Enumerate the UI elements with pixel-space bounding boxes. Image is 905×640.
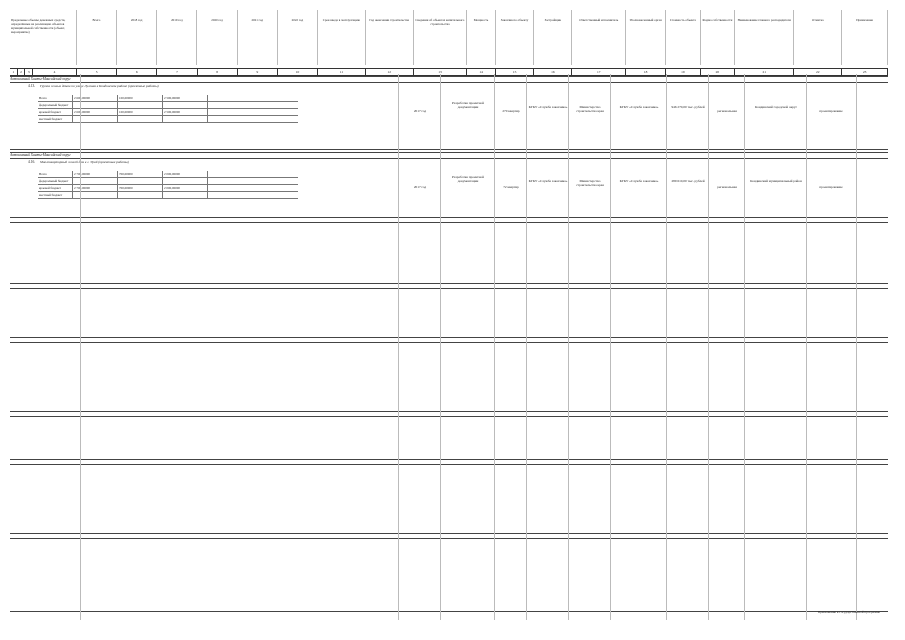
column-divider (708, 74, 709, 620)
finance-value: 700,00000 (118, 185, 163, 191)
column-number: 16 (534, 69, 572, 75)
column-number: 6 (117, 69, 157, 75)
cost-cell: 289 610,00 тыс. рублей (671, 179, 705, 183)
form-cell: региональная (717, 185, 737, 189)
finance-value (163, 116, 208, 122)
column-number: 17 (572, 69, 626, 75)
finance-label: краевой бюджет (38, 185, 73, 191)
header-cell: 2020 год (197, 10, 237, 65)
item-number: 4.13. (28, 84, 36, 88)
header-cell: Сведения об объектах капитального строительства (414, 10, 468, 65)
header-cell: Ответственный исполнитель (572, 10, 626, 65)
column-number: 11 (318, 69, 366, 75)
header-cell: Отметка (794, 10, 842, 65)
table-block (10, 82, 888, 150)
finance-value: 2 500,00000 (163, 95, 208, 101)
column-divider (856, 74, 857, 620)
column-divider (744, 74, 745, 620)
column-number: 2 (18, 69, 26, 75)
finance-value (163, 178, 208, 184)
finance-label: местный бюджет (38, 116, 73, 122)
header-cell: Предельные объемы денежных средств, определённые на реализацию объектов муниципальной собственности (объект, мероприятие) (10, 10, 77, 65)
finance-row (38, 95, 298, 102)
column-divider (806, 74, 807, 620)
header-cell: 2018 год (117, 10, 157, 65)
year-cell: 2017 год (413, 185, 427, 189)
header-cell: Застройщик (534, 10, 572, 65)
year-cell: 2017 год (413, 109, 427, 113)
finance-value: 2 600,00000 (73, 109, 118, 115)
column-divider (568, 74, 569, 620)
responsible-cell: КГКУ «Служба заказчика» (619, 105, 659, 109)
finance-label: местный бюджет (38, 192, 73, 198)
header-cell: 2021 год (238, 10, 278, 65)
finance-value: 100,00000 (118, 95, 163, 101)
finance-value: 2 500,00000 (163, 109, 208, 115)
finance-value: 2 000,00000 (163, 171, 208, 177)
finance-row (38, 102, 298, 109)
finance-value (118, 178, 163, 184)
responsible-cell: КГКУ «Служба заказчика» (619, 179, 659, 183)
column-number: 7 (157, 69, 197, 75)
column-number: 9 (238, 69, 278, 75)
column-number: 10 (278, 69, 318, 75)
header-cell: Мощность (467, 10, 496, 65)
column-number: 8 (198, 69, 238, 75)
column-number: 12 (366, 69, 414, 75)
column-number: 21 (735, 69, 794, 75)
header-cell: Год окончания строительства (366, 10, 414, 65)
column-number: 3 (25, 69, 33, 75)
finance-value (118, 102, 163, 108)
column-number-row (10, 68, 888, 76)
finance-label: Всего (38, 171, 73, 177)
description-cell: Разработка проектной документации (452, 101, 484, 110)
table-block (10, 342, 888, 412)
finance-row (38, 116, 298, 123)
column-number: 22 (794, 69, 842, 75)
footer-note: Приложение к государственной программе (817, 610, 880, 614)
column-number: 5 (77, 69, 117, 75)
finance-value (118, 116, 163, 122)
item-number: 4.16. (28, 160, 36, 164)
customer-cell: КГКУ «Служба заказчика» (528, 105, 568, 109)
finance-row (38, 109, 298, 116)
column-divider (494, 74, 495, 620)
cost-cell: 946 270,00 тыс. рублей (671, 105, 705, 109)
column-number: 14 (467, 69, 496, 75)
header-cell: Срок ввода в эксплуатацию (318, 10, 366, 65)
column-number: 19 (666, 69, 700, 75)
finance-label: федеральный бюджет (38, 102, 73, 108)
header-cell: 2022 год (278, 10, 318, 65)
column-divider (440, 74, 441, 620)
header-cell: Уполномоченный орган (626, 10, 666, 65)
column-divider (80, 74, 81, 620)
finance-row (38, 178, 298, 185)
table-block (10, 416, 888, 460)
finance-row (38, 185, 298, 192)
table-block (10, 222, 888, 284)
header-cell: Примечание (842, 10, 888, 65)
finance-value (163, 192, 208, 198)
table-header (10, 10, 888, 65)
column-divider (526, 74, 527, 620)
finance-value: 2 700,00000 (73, 171, 118, 177)
column-number: 1 (10, 69, 18, 75)
section-band: Автономный Ханты-Мансийский округ (10, 152, 888, 157)
item-title: Многоквартирный жилой дом в г. Урай (проектные работы) (40, 160, 129, 164)
column-divider (398, 74, 399, 620)
column-number: 13 (414, 69, 468, 75)
table-block (10, 538, 888, 612)
column-divider (666, 74, 667, 620)
table-block (10, 288, 888, 338)
builder-cell: Министерство строительства края (576, 179, 604, 188)
capacity-cell: 270 квартир (502, 109, 520, 113)
finance-value: 2 600,00000 (73, 95, 118, 101)
mark-cell: проектирование (819, 109, 843, 113)
capacity-cell: 72 квартир (503, 185, 519, 189)
finance-value (118, 192, 163, 198)
description-cell: Разработка проектной документации (452, 175, 484, 184)
customer-cell: КГКУ «Служба заказчика» (528, 179, 568, 183)
header-cell: Заказчик по объекту (496, 10, 534, 65)
finance-label: федеральный бюджет (38, 178, 73, 184)
table-block (10, 464, 888, 534)
section-band: Автономный Ханты-Мансийский округ (10, 76, 888, 81)
column-number: 15 (496, 69, 534, 75)
column-number: 23 (842, 69, 888, 75)
builder-cell: Министерство строительства края (576, 105, 604, 114)
finance-value: 700,00000 (118, 171, 163, 177)
column-divider (610, 74, 611, 620)
header-cell: Наименование главного распорядителя (735, 10, 794, 65)
finance-row (38, 171, 298, 178)
finance-value: 2 000,00000 (163, 185, 208, 191)
column-number: 4 (33, 69, 77, 75)
column-number: 18 (626, 69, 666, 75)
form-cell: региональная (717, 109, 737, 113)
owner-cell: Кондинский городской округ (754, 105, 798, 109)
header-cell: 2019 год (157, 10, 197, 65)
header-cell: Всего (77, 10, 117, 65)
mark-cell: проектирование (819, 185, 843, 189)
finance-label: Всего (38, 95, 73, 101)
column-number: 20 (701, 69, 735, 75)
finance-value: 2 700,00000 (73, 185, 118, 191)
header-cell: Форма собственности (701, 10, 735, 65)
finance-label: краевой бюджет (38, 109, 73, 115)
item-title: Группа жилых домов по улице Луговая в Кондинском районе (проектные работы) (40, 84, 159, 88)
finance-row (38, 192, 298, 199)
finance-value (163, 102, 208, 108)
finance-value: 100,00000 (118, 109, 163, 115)
header-cell: Стоимость объекта (666, 10, 700, 65)
owner-cell: Кондинский муниципальный район (750, 179, 802, 183)
table-block (10, 158, 888, 218)
document-sheet (10, 10, 888, 620)
